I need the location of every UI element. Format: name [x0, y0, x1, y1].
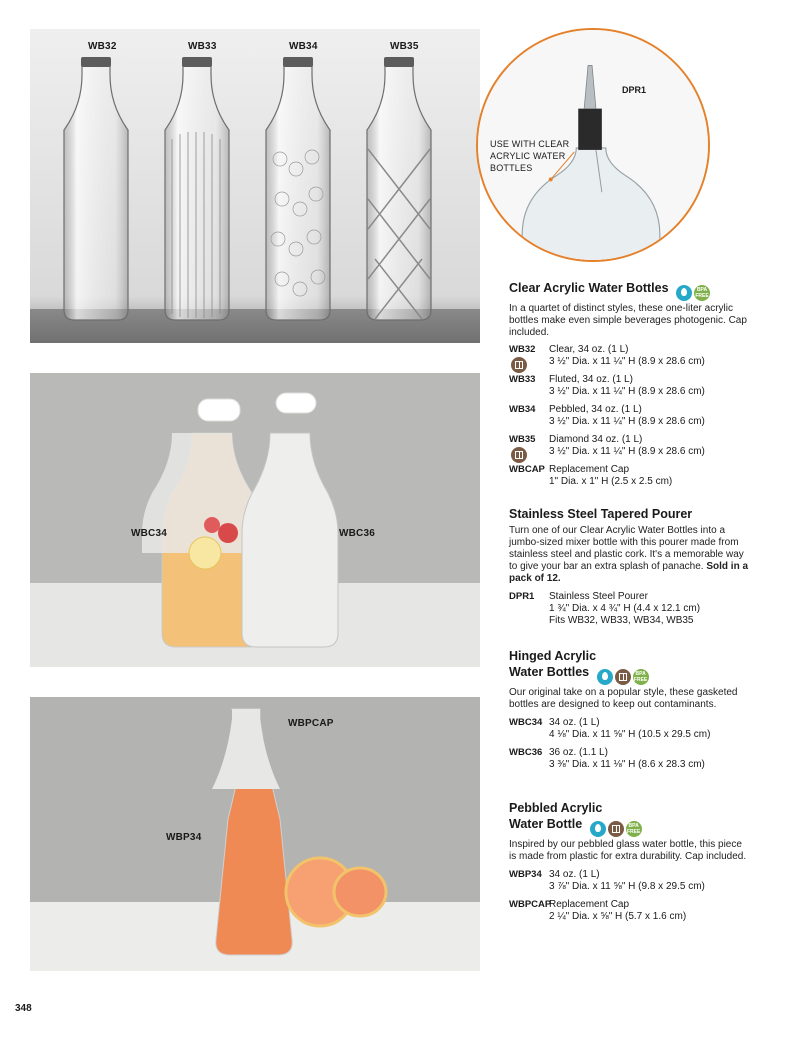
dishwasher-rack-icon — [608, 821, 624, 837]
section-description: Our original take on a popular style, these gasketed bottles are designed to keep out contaminants. — [509, 686, 738, 710]
spec-item-wb34: WB34 Pebbled, 34 oz. (1 L) 3 ½" Dia. x 11 ¼" H (8.9 x 28.6 cm) — [509, 403, 705, 427]
spec-item-wb32: WB32 Clear, 34 oz. (1 L) 3 ½" Dia. x 11 ¼" H (8.9 x 28.6 cm) — [509, 344, 749, 368]
photo-pebbled-bottle — [30, 697, 480, 971]
label-wb35: WB35 — [390, 41, 419, 52]
bpa-free-icon: BPA FREE — [626, 822, 641, 835]
spec-item-dpr1: DPR1 Stainless Steel Pourer 1 ¾" Dia. x 4 ¾" H (4.4 x 12.1 cm) Fits WB32, WB33, WB34, WB35 — [509, 591, 701, 626]
spec-item-wbc36: WBC36 36 oz. (1.1 L) 3 ⅜" Dia. x 11 ⅛" H (8.6 x 28.3 cm) — [509, 746, 705, 770]
dishwasher-safe-drop-icon — [597, 669, 613, 685]
bpa-free-icon: BPA FREE — [633, 670, 648, 683]
spec-item-wb35: WB35 Diamond 34 oz. (1 L) 3 ½" Dia. x 11 ¼" H (8.9 x 28.6 cm) — [509, 434, 749, 458]
section-title: Clear Acrylic Water Bottles BPA FREE — [509, 281, 709, 299]
section-pebbled-bottle — [509, 800, 749, 923]
dishwasher-safe-drop-icon — [590, 821, 606, 837]
spec-item-wbc34: WBC34 34 oz. (1 L) 4 ⅛" Dia. x 11 ⅝" H (10.5 x 29.5 cm) — [509, 716, 711, 740]
section-description: Inspired by our pebbled glass water bottle, this piece is made from plastic for extra durability. Cap included. — [509, 838, 747, 862]
section-title: Stainless Steel Tapered Pourer — [509, 507, 693, 521]
dishwasher-rack-icon — [511, 447, 527, 463]
dishwasher-rack-icon — [511, 357, 527, 373]
spec-item-wbp34: WBP34 34 oz. (1 L) 3 ⅞" Dia. x 11 ⅝" H (9.8 x 29.5 cm) — [509, 868, 705, 892]
section-clear-acrylic-bottles — [509, 280, 749, 488]
section-description: Turn one of our Clear Acrylic Water Bottles into a jumbo-sized mixer bottle with this pourer made from stainless steel and plastic cork. It's a memorable way to give your bar an extra splash of panache. Sold in a pack of 12. — [509, 525, 749, 584]
label-wbpcap: WBPCAP — [288, 718, 334, 729]
page-number: 348 — [15, 1003, 32, 1014]
label-wbc36: WBC36 — [339, 528, 376, 539]
label-wb32: WB32 — [88, 41, 117, 52]
dishwasher-safe-drop-icon — [676, 285, 692, 301]
bpa-free-icon: BPA FREE — [695, 286, 709, 299]
spec-item-wb33: WB33 Fluted, 34 oz. (1 L) 3 ½" Dia. x 11 ¼" H (8.9 x 28.6 cm) — [509, 373, 705, 397]
section-title: Hinged Acrylic Water Bottles BPA FREE — [509, 649, 648, 683]
label-wbp34: WBP34 — [166, 832, 202, 843]
photo-acrylic-bottles — [30, 29, 480, 343]
spec-item-wbpcap: WBPCAP Replacement Cap 2 ¼" Dia. x ⅝" H (5.7 x 1.6 cm) — [509, 898, 687, 922]
label-wb34: WB34 — [289, 41, 318, 52]
label-wb33: WB33 — [188, 41, 217, 52]
spec-item-wbcap: WBCAP Replacement Cap 1" Dia. x 1" H (2.5 x 2.5 cm) — [509, 463, 673, 487]
pourer-callout: USE WITH CLEAR ACRYLIC WATER BOTTLES — [490, 139, 570, 173]
section-tapered-pourer — [509, 506, 749, 627]
section-hinged-bottles — [509, 648, 749, 771]
label-dpr1: DPR1 — [622, 85, 647, 95]
dishwasher-rack-icon — [615, 669, 631, 685]
pourer-inset-photo — [476, 28, 710, 262]
label-wbc34: WBC34 — [131, 528, 168, 539]
section-title: Pebbled Acrylic Water Bottle BPA FREE — [509, 801, 641, 835]
section-description: In a quartet of distinct styles, these one-liter acrylic bottles make even simple beverages photogenic. Cap included. — [509, 302, 747, 338]
photo-hinged-bottles — [30, 373, 480, 667]
